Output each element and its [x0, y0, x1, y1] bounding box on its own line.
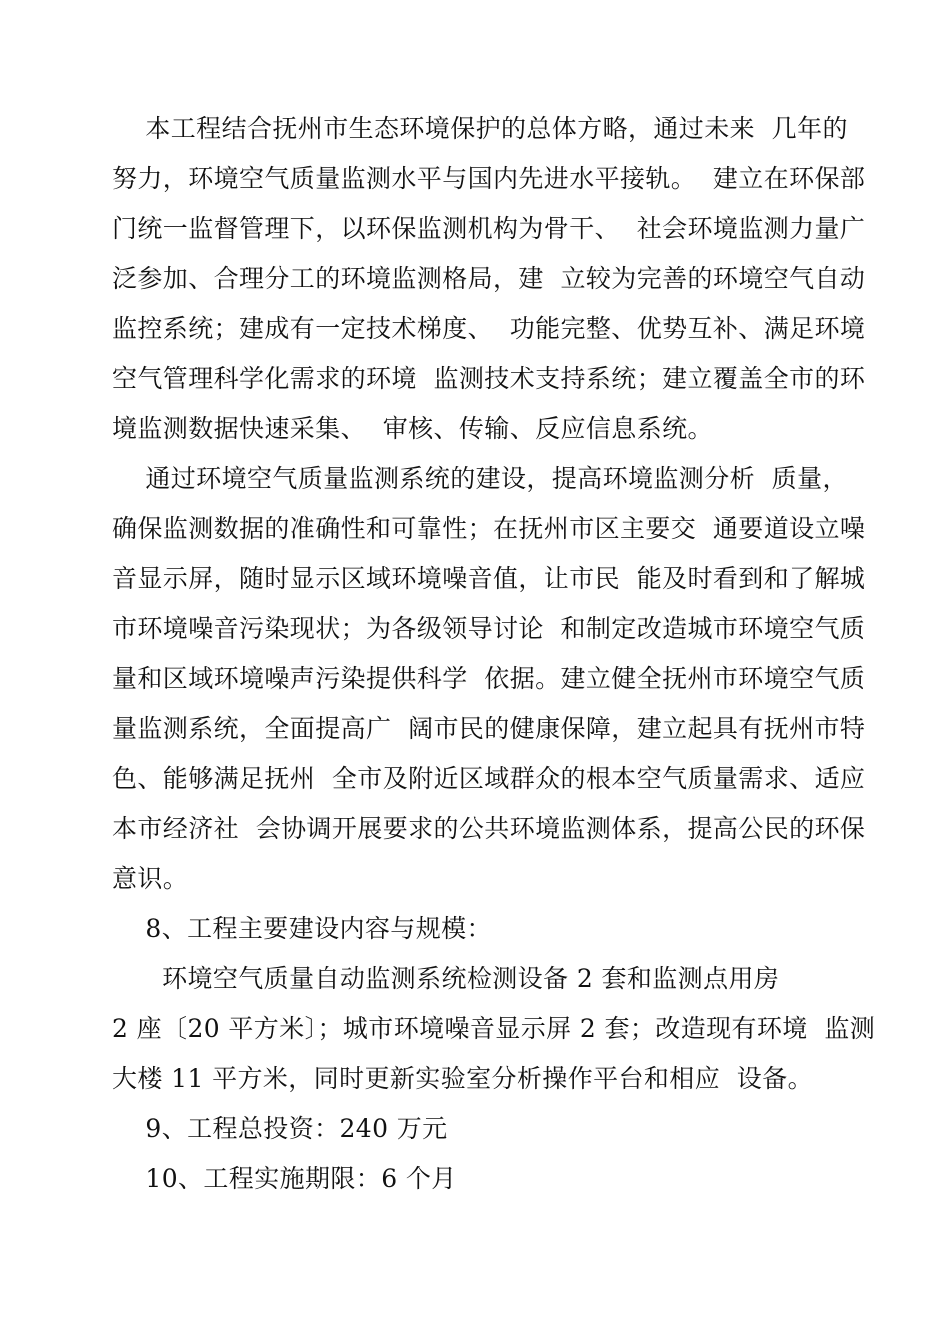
text-line: 市环境噪音污染现状；为各级领导讨论 和制定改造城市环境空气质 — [112, 614, 866, 643]
text-line: 音显示屏，随时显示区域环境噪音值，让市民 能及时看到和了解城 — [112, 564, 866, 593]
text-line: 空气管理科学化需求的环境 监测技术支持系统；建立覆盖全市的环 — [112, 364, 866, 393]
text-line: 意识。 — [112, 864, 189, 893]
text-line: 努力，环境空气质量监测水平与国内先进水平接轨。 建立在环保部 — [112, 164, 866, 193]
text-line: 本市经济社 会协调开展要求的公共环境监测体系，提高公民的环保 — [112, 814, 866, 843]
section-heading: 9、工程总投资：240 万元 — [112, 1114, 448, 1143]
text-line: 通过环境空气质量监测系统的建设，提高环境监测分析 质量， — [112, 464, 848, 493]
text-line: 色、能够满足抚州 全市及附近区域群众的根本空气质量需求、适应 — [112, 764, 866, 793]
section-heading: 10、工程实施期限：6 个月 — [112, 1164, 457, 1193]
text-line: 2 座〔20 平方米〕；城市环境噪音显示屏 2 套；改造现有环境 监测 — [112, 1014, 876, 1043]
text-line: 量监测系统，全面提高广 阔市民的健康保障，建立起具有抚州市特 — [112, 714, 866, 743]
section-heading: 8、工程主要建设内容与规模： — [112, 914, 492, 943]
text-line: 境监测数据快速采集、 审核、传输、反应信息系统。 — [112, 414, 713, 443]
text-line: 监控系统；建成有一定技术梯度、 功能完整、优势互补、满足环境 — [112, 314, 866, 343]
text-line: 环境空气质量自动监测系统检测设备 2 套和监测点用房 — [112, 964, 780, 993]
text-line: 门统一监督管理下，以环保监测机构为骨干、 社会环境监测力量广 — [112, 214, 866, 243]
text-line: 泛参加、合理分工的环境监测格局，建 立较为完善的环境空气自动 — [112, 264, 866, 293]
text-line: 确保监测数据的准确性和可靠性；在抚州市区主要交 通要道设立噪 — [112, 514, 866, 543]
text-line: 大楼 11 平方米，同时更新实验室分析操作平台和相应 设备。 — [112, 1064, 814, 1093]
text-line: 量和区域环境噪声污染提供科学 依据。建立健全抚州市环境空气质 — [112, 664, 866, 693]
text-line: 本工程结合抚州市生态环境保护的总体方略，通过未来 几年的 — [112, 114, 848, 143]
